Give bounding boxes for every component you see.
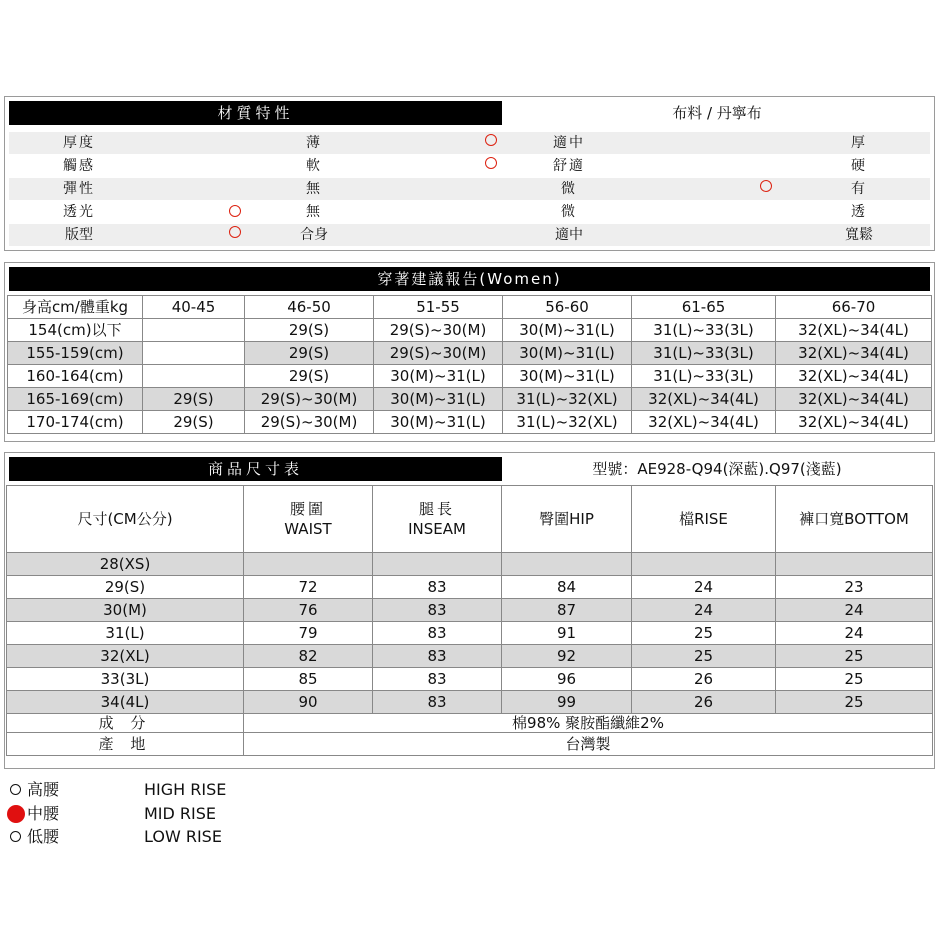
fit-cell (143, 365, 245, 388)
fit-cell (143, 342, 245, 365)
fit-cell: 30(M)~31(L) (374, 388, 503, 411)
fit-cell: 29(S)~30(M) (374, 342, 503, 365)
fit-row (8, 388, 932, 411)
empty-circle-icon (10, 831, 21, 842)
fit-report-panel (4, 262, 935, 442)
fit-row (8, 365, 932, 388)
fit-header-cell: 66-70 (776, 296, 932, 319)
fit-cell: 32(XL)~34(4L) (776, 388, 932, 411)
fit-header-cell: 46-50 (245, 296, 374, 319)
fit-cell: 30(M)~31(L) (374, 365, 503, 388)
size-cell: 84 (502, 576, 632, 599)
fit-cell (143, 319, 245, 342)
size-header-rise: 檔RISE (632, 486, 776, 553)
fit-cell: 32(XL)~34(4L) (632, 388, 776, 411)
origin-row (7, 733, 933, 756)
fit-cell: 29(S)~30(M) (245, 388, 374, 411)
size-row (7, 645, 933, 668)
size-header-hip: 臀圍HIP (502, 486, 632, 553)
legend-en: HIGH RISE (144, 780, 227, 799)
size-row (7, 599, 933, 622)
size-cell: 29(S) (7, 576, 244, 599)
origin-value: 台灣製 (244, 733, 933, 756)
size-cell: 23 (776, 576, 933, 599)
material-label: 版型 (65, 227, 93, 243)
size-cell: 24 (632, 576, 776, 599)
fabric-label: 布料 / 丹寧布 (672, 104, 762, 122)
material-row (9, 224, 930, 246)
size-cell: 25 (632, 645, 776, 668)
selection-circle-icon (229, 226, 241, 238)
size-header-size: 尺寸(CM公分) (7, 486, 244, 553)
legend-zh: 高腰 (27, 780, 60, 799)
legend-en: LOW RISE (144, 827, 222, 846)
size-row (7, 668, 933, 691)
material-high: 寬鬆 (845, 227, 873, 243)
waist-en: WAIST (284, 520, 332, 538)
size-row (7, 553, 933, 576)
material-mid: 舒適 (553, 158, 585, 174)
size-cell: 99 (502, 691, 632, 714)
material-low: 合身 (300, 227, 328, 243)
size-cell (776, 553, 933, 576)
size-row (7, 691, 933, 714)
fit-cell: 29(S) (245, 365, 374, 388)
size-cell: 83 (373, 599, 502, 622)
size-cell: 83 (373, 622, 502, 645)
material-panel (4, 96, 935, 251)
material-mid: 微 (561, 181, 577, 197)
material-mid: 適中 (555, 227, 583, 243)
size-cell: 25 (776, 645, 933, 668)
fit-cell: 155-159(cm) (8, 342, 143, 365)
fit-header-cell: 51-55 (374, 296, 503, 319)
material-title: 材質特性 (9, 101, 502, 125)
selection-circle-icon (485, 157, 497, 169)
composition-label: 成 分 (7, 714, 244, 733)
size-chart-panel (4, 452, 935, 769)
fit-cell: 32(XL)~34(4L) (776, 342, 932, 365)
material-low: 薄 (306, 135, 322, 151)
size-cell: 90 (244, 691, 373, 714)
waist-zh: 腰圍 (289, 500, 326, 518)
fit-cell: 30(M)~31(L) (503, 319, 632, 342)
size-cell: 82 (244, 645, 373, 668)
fit-cell: 170-174(cm) (8, 411, 143, 434)
size-chart-table (6, 485, 933, 756)
size-cell: 83 (373, 645, 502, 668)
fit-cell: 31(L)~33(3L) (632, 342, 776, 365)
size-cell (373, 553, 502, 576)
fit-cell: 165-169(cm) (8, 388, 143, 411)
fit-cell: 31(L)~32(XL) (503, 388, 632, 411)
material-low: 軟 (306, 158, 322, 174)
fit-row (8, 342, 932, 365)
selection-circle-icon (485, 134, 497, 146)
fit-cell: 29(S) (143, 411, 245, 434)
size-cell: 24 (776, 599, 933, 622)
size-cell: 25 (632, 622, 776, 645)
size-cell: 96 (502, 668, 632, 691)
inseam-zh: 腿長 (418, 500, 455, 518)
size-header-inseam (373, 486, 502, 553)
size-cell (244, 553, 373, 576)
fit-cell: 29(S) (143, 388, 245, 411)
size-cell: 91 (502, 622, 632, 645)
material-label: 觸感 (63, 158, 95, 174)
fit-report-title: 穿著建議報告(Women) (9, 267, 930, 291)
size-cell: 85 (244, 668, 373, 691)
fit-header-cell: 56-60 (503, 296, 632, 319)
material-low: 無 (306, 181, 322, 197)
fit-cell: 32(XL)~34(4L) (776, 411, 932, 434)
size-cell: 31(L) (7, 622, 244, 645)
size-cell: 83 (373, 668, 502, 691)
fit-cell: 32(XL)~34(4L) (776, 319, 932, 342)
size-cell: 26 (632, 668, 776, 691)
size-header-bottom: 褲口寬BOTTOM (776, 486, 933, 553)
material-high: 硬 (851, 158, 867, 174)
material-low: 無 (306, 204, 322, 220)
fit-header-row (8, 296, 932, 319)
empty-circle-icon (10, 784, 21, 795)
size-cell: 32(XL) (7, 645, 244, 668)
fit-cell: 160-164(cm) (8, 365, 143, 388)
size-cell: 87 (502, 599, 632, 622)
fit-cell: 30(M)~31(L) (503, 365, 632, 388)
fit-header-cell: 身高cm/體重kg (8, 296, 143, 319)
size-chart-title: 商品尺寸表 (9, 457, 502, 481)
size-cell: 83 (373, 691, 502, 714)
size-cell: 76 (244, 599, 373, 622)
material-mid: 適中 (553, 135, 585, 151)
material-row (9, 155, 930, 177)
legend-zh: 中腰 (27, 804, 60, 823)
material-row (9, 132, 930, 154)
size-cell: 25 (776, 668, 933, 691)
fit-cell: 32(XL)~34(4L) (632, 411, 776, 434)
fit-cell: 29(S)~30(M) (245, 411, 374, 434)
fit-cell: 29(S) (245, 319, 374, 342)
material-label: 彈性 (63, 181, 95, 197)
size-cell (502, 553, 632, 576)
origin-label: 產 地 (7, 733, 244, 756)
size-cell (632, 553, 776, 576)
filled-circle-icon (7, 805, 25, 823)
size-header-waist (244, 486, 373, 553)
fit-report-table (7, 295, 932, 434)
size-header-row (7, 486, 933, 553)
legend-en: MID RISE (144, 804, 217, 823)
fit-cell: 31(L)~32(XL) (503, 411, 632, 434)
size-row (7, 576, 933, 599)
selection-circle-icon (229, 205, 241, 217)
material-high: 透 (851, 204, 867, 220)
fit-row (8, 411, 932, 434)
material-label: 透光 (63, 204, 95, 220)
fit-row (8, 319, 932, 342)
fit-header-cell: 61-65 (632, 296, 776, 319)
material-row (9, 201, 930, 223)
size-cell: 34(4L) (7, 691, 244, 714)
size-cell: 33(3L) (7, 668, 244, 691)
material-row (9, 178, 930, 200)
size-cell: 26 (632, 691, 776, 714)
size-cell: 24 (776, 622, 933, 645)
material-high: 厚 (851, 135, 867, 151)
size-cell: 72 (244, 576, 373, 599)
legend-zh: 低腰 (27, 827, 60, 846)
material-high: 有 (851, 181, 867, 197)
size-cell: 24 (632, 599, 776, 622)
fit-cell: 31(L)~33(3L) (632, 319, 776, 342)
fit-cell: 29(S) (245, 342, 374, 365)
size-cell: 30(M) (7, 599, 244, 622)
composition-row (7, 714, 933, 733)
model-number: 型號：AE928-Q94(深藍).Q97(淺藍) (592, 460, 842, 478)
fit-cell: 30(M)~31(L) (374, 411, 503, 434)
fit-cell: 32(XL)~34(4L) (776, 365, 932, 388)
size-cell: 83 (373, 576, 502, 599)
composition-value: 棉98% 聚胺酯纖維2% (244, 714, 933, 733)
fit-cell: 31(L)~33(3L) (632, 365, 776, 388)
size-row (7, 622, 933, 645)
inseam-en: INSEAM (408, 520, 466, 538)
fit-header-cell: 40-45 (143, 296, 245, 319)
fit-cell: 30(M)~31(L) (503, 342, 632, 365)
size-cell: 79 (244, 622, 373, 645)
selection-circle-icon (760, 180, 772, 192)
size-cell: 28(XS) (7, 553, 244, 576)
fit-cell: 29(S)~30(M) (374, 319, 503, 342)
size-cell: 92 (502, 645, 632, 668)
material-mid: 微 (561, 204, 577, 220)
material-label: 厚度 (63, 135, 95, 151)
size-cell: 25 (776, 691, 933, 714)
fit-cell: 154(cm)以下 (8, 319, 143, 342)
